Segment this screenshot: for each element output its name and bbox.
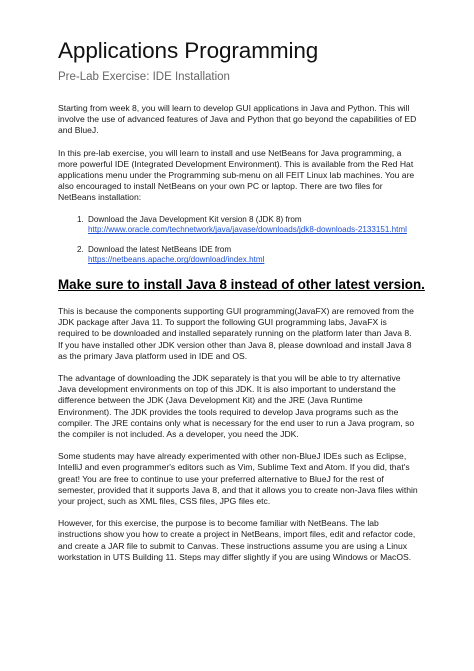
other-ides-paragraph: Some students may have already experimented with other non-BlueJ IDEs such as Eclipse, IntelliJ and even programmer's editors such as Vim, Sublime Text and Atom. If you did, that's great! You are free to continue to use your preferred alternative to BlueJ for the rest of semester, provided that it supports Java 8, and that it allows you to create non-Java files within your project, such as XML files, CSS files, JPG files etc. [58, 451, 418, 507]
list-item [86, 245, 418, 266]
installation-steps-list [58, 215, 418, 266]
netbeans-paragraph: In this pre-lab exercise, you will learn to install and use NetBeans for Java programming, a more powerful IDE (Integrated Development Environment). This is available from the Red Hat applications menu under the Programming sub-menu on all FEIT Linux lab machines. You are also encouraged to install NetBeans on your own PC or laptop. There are two files for NetBeans installation: [58, 147, 415, 203]
document-title: Applications Programming [58, 38, 319, 63]
jdk-advantage-paragraph: The advantage of downloading the JDK separately is that you will be able to try alternative Java development environments on top of this JDK. It is also important to understand the difference between the JDK (Java Development Kit) and the JRE (Java Runtime Environment). The JDK provides the tools required to develop Java programs such as the compiler. The JRE contains only what is necessary for the end user to run a Java program, so the compiler is not included. As a developer, you need the JDK. [58, 373, 415, 440]
document-subtitle: Pre-Lab Exercise: IDE Installation [58, 71, 230, 83]
document-page [58, 38, 425, 563]
jdk-download-link[interactable]: http://www.oracle.com/technetwork/java/javase/downloads/jdk8-downloads-2133151.html [88, 225, 407, 235]
javafx-paragraph: This is because the components supporting GUI programming(JavaFX) are removed from the JDK package after Java 11. To support the following GUI programming labs, JavaFX is required to be downloaded and installed separately running on the platform later than Java 8. If you have installed other JDK version other than Java 8, please download and install Java 8 as the primary Java platform used in IDE and OS. [58, 306, 414, 361]
list-item [86, 215, 418, 236]
exercise-purpose-paragraph: However, for this exercise, the purpose is to become familiar with NetBeans. The lab instructions show you how to create a project in NetBeans, import files, edit and refactor code, and create a JAR file to submit to Canvas. These instructions assume you are using a Linux workstation in UTS Building 11. Steps may differ slightly if you are using Windows or MacOS. [58, 518, 416, 562]
step-text: Download the Java Development Kit version 8 (JDK 8) from [88, 214, 302, 224]
important-heading: Make sure to install Java 8 instead of other latest version. [58, 277, 425, 292]
intro-paragraph: Starting from week 8, you will learn to develop GUI applications in Java and Python. This will involve the use of advanced features of Java and Python that go beyond the capabilities of ED and BlueJ. [58, 103, 417, 136]
netbeans-download-link[interactable]: https://netbeans.apache.org/download/index.html [88, 255, 265, 265]
step-text: Download the latest NetBeans IDE from [88, 244, 232, 254]
